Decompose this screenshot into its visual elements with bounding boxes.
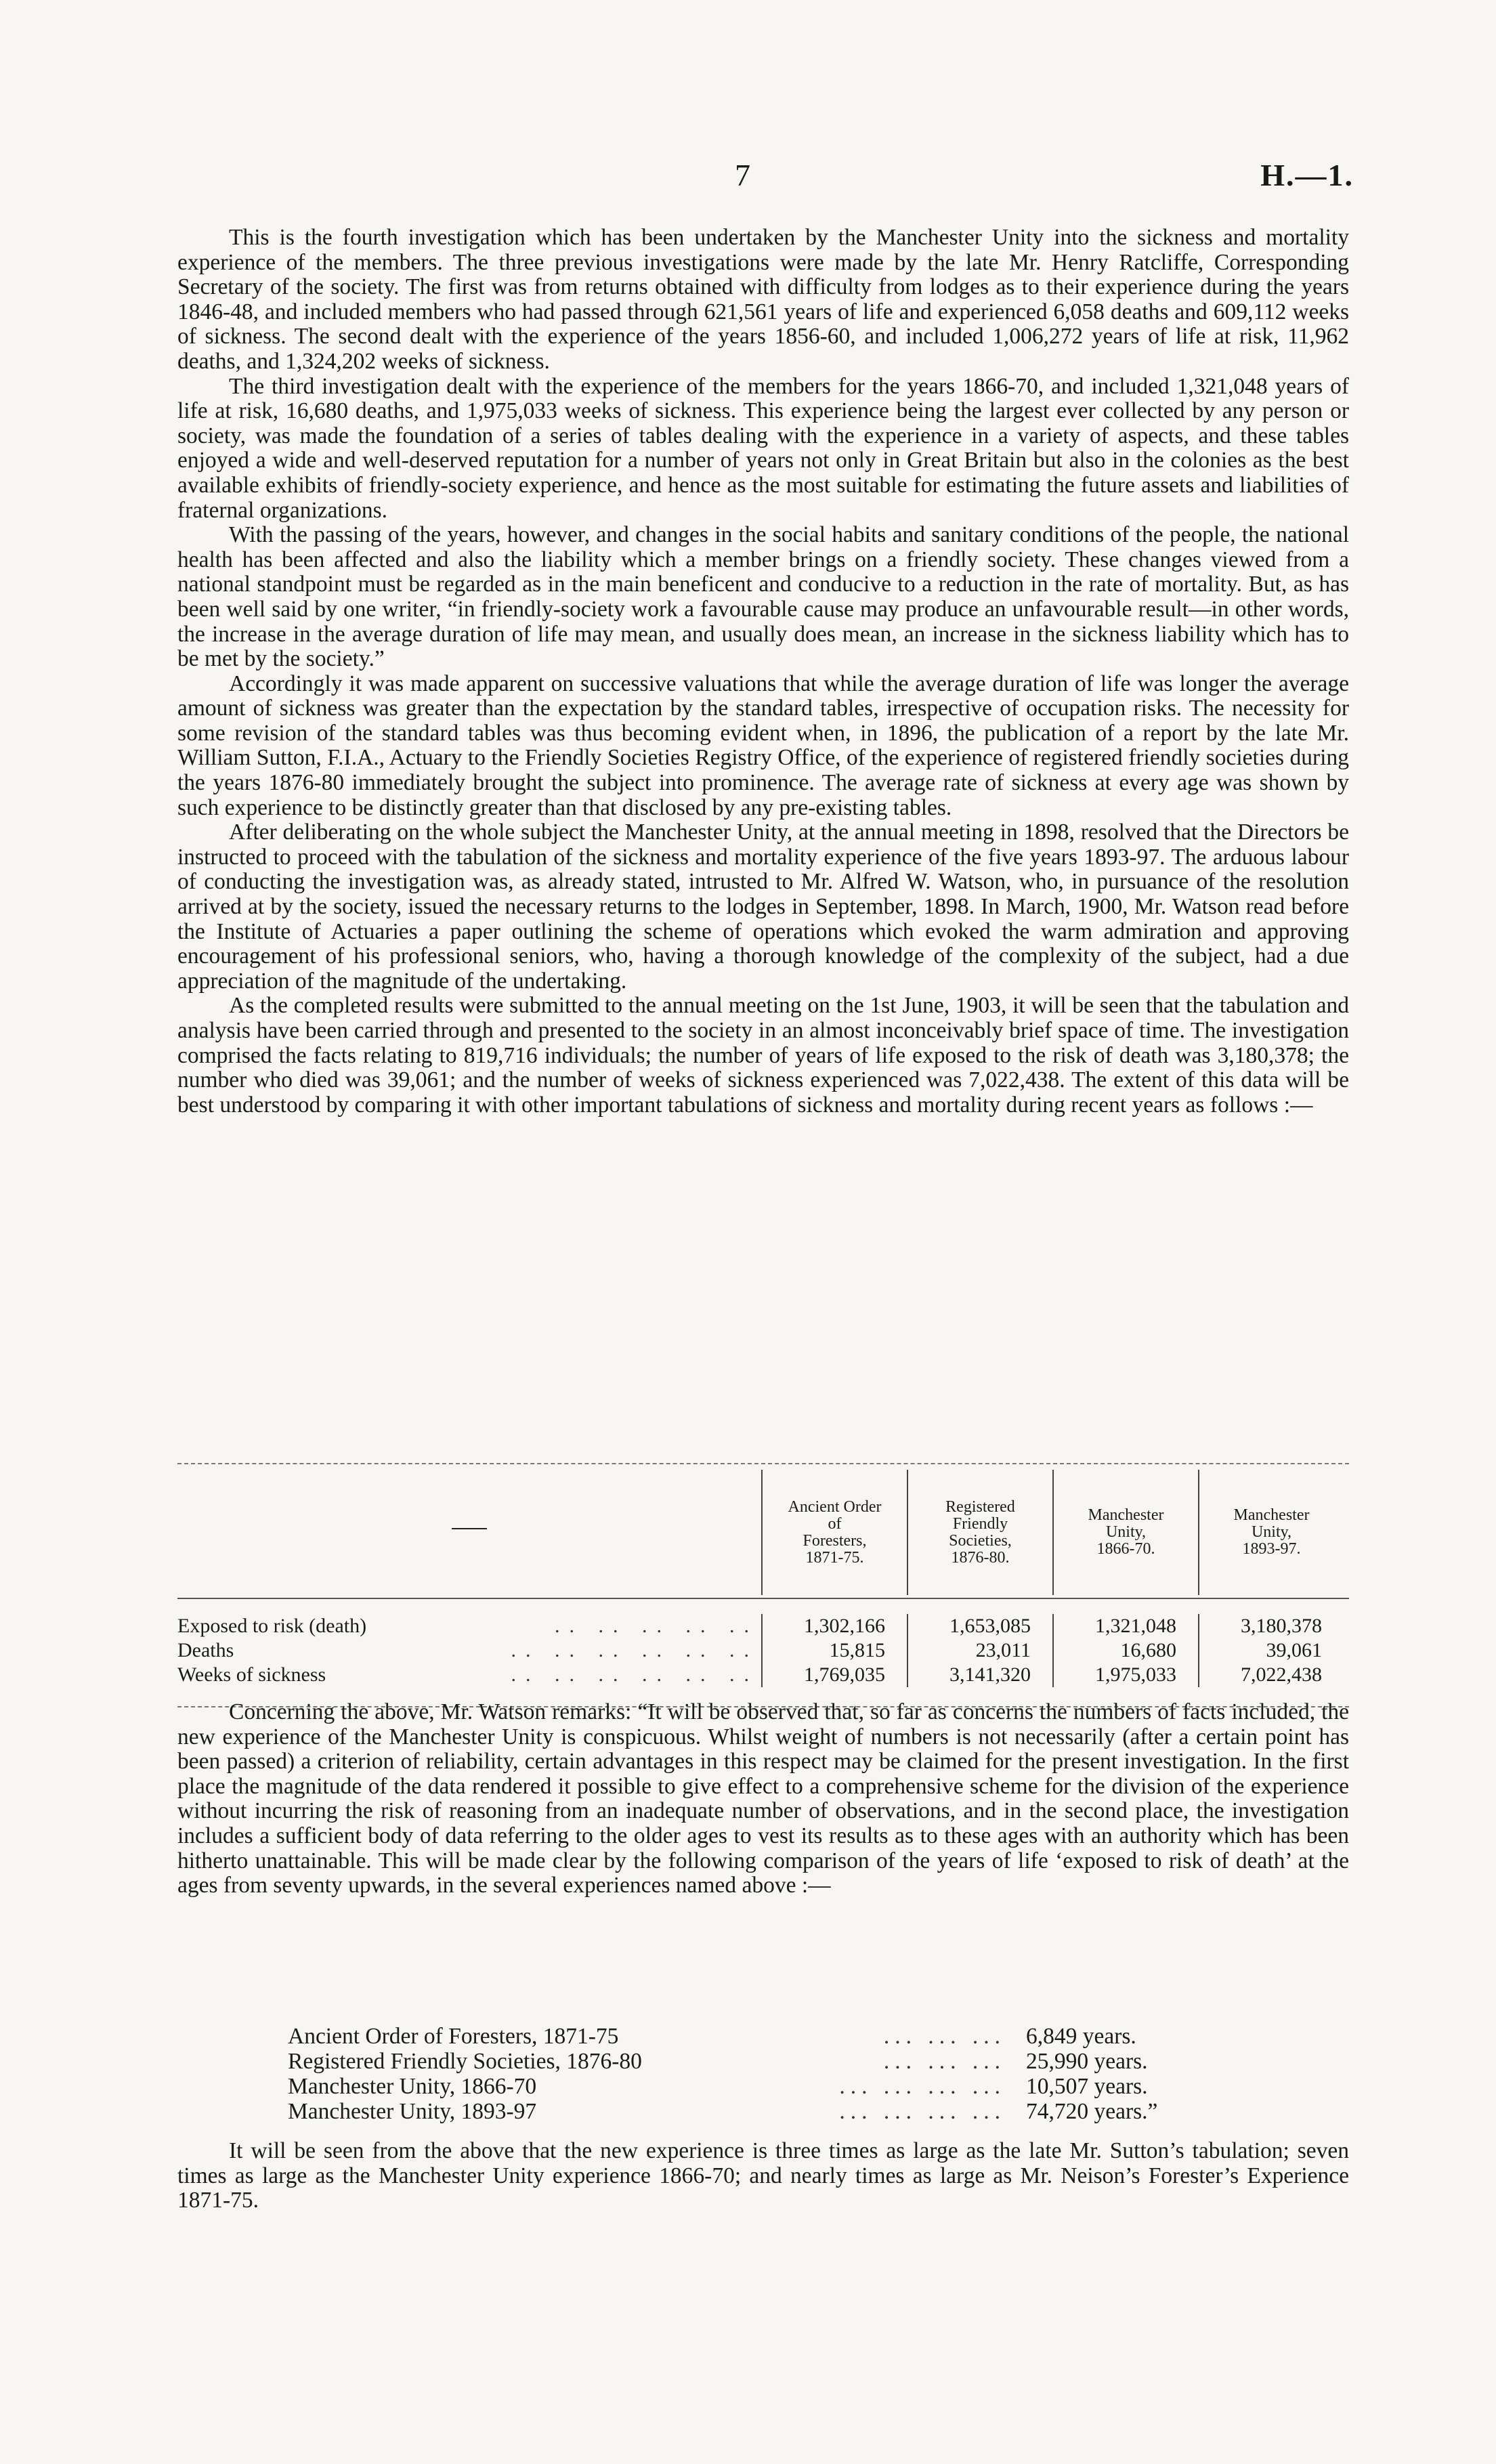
column-header (761, 1470, 907, 1595)
years-value: 25,990 years. (1026, 2049, 1148, 2074)
leader-dots: ... ... ... (883, 2024, 1006, 2049)
column-header-years: 1876-80. (951, 1548, 1010, 1567)
row-label: Exposed to risk (death) (177, 1615, 367, 1637)
concerning-section (177, 1700, 1349, 1898)
table-header-rule (177, 1598, 1349, 1599)
column-header-line: of (828, 1514, 842, 1533)
table-cell: 39,061 (1198, 1638, 1344, 1663)
column-header-line: Unity, (1251, 1523, 1292, 1541)
document-reference: H.—1. (1260, 158, 1354, 192)
header-dash (452, 1528, 487, 1529)
page-number: 7 (735, 158, 750, 192)
years-value: 74,720 years.” (1026, 2099, 1158, 2124)
table-header-row (177, 1470, 1349, 1595)
table-cell: 16,680 (1052, 1638, 1198, 1663)
table-cell: 7,022,438 (1198, 1663, 1344, 1687)
page-header (0, 157, 1496, 205)
table-cell: 1,653,085 (907, 1614, 1052, 1638)
comparison-table (177, 1463, 1349, 1707)
table-cell: 1,769,035 (761, 1663, 907, 1687)
column-header (1052, 1470, 1198, 1595)
paragraph: With the passing of the years, however, and changes in the social habits and sanitary conditions of the people, the national health has been affected and also the liability which a member brings on a friendly society. These changes viewed from a national standpoint must be regarded as in the main beneficent and conducive to a reduction in the rate of mortality. But, as has been well said by one writer, “in friendly-society work a favourable cause may produce an unfavourable result—in other words, the increase in the average duration of life may mean, and usually does mean, an increase in the sickness liability which has to be met by the society.” (177, 522, 1349, 672)
list-item (288, 2049, 1304, 2074)
table-cell: 1,302,166 (761, 1614, 907, 1638)
paragraph: As the completed results were submitted to the annual meeting on the 1st June, 1903, it will be seen that the tabulation and analysis have been carried through and presented to the society in an almost inconceivably brief space of time. The investigation comprised the facts relating to 819,716 individuals; the number of years of life exposed to the risk of death was 3,180,378; the number who died was 39,061; and the number of weeks of sickness experienced was 7,022,438. The extent of this data will be best understood by comparing it with other important tabulations of sickness and mortality during recent years as follows :— (177, 993, 1349, 1118)
table-cell: 23,011 (907, 1638, 1052, 1663)
table-row (177, 1614, 1349, 1638)
column-header-line: Manchester (1088, 1506, 1164, 1524)
years-value: 6,849 years. (1026, 2024, 1136, 2049)
row-label: Weeks of sickness (177, 1663, 326, 1686)
paragraph: Accordingly it was made apparent on successive valuations that while the average duration of life was longer the average amount of sickness was greater than the expectation by the standard tables, irrespective of occupation risks. The necessity for some revision of the standard tables was thus becoming evident when, in 1896, the publication of a report by the late Mr. William Sutton, F.I.A., Actuary to the Friendly Societies Registry Office, of the experience of registered friendly societies during the years 1876-80 immediately brought the subject into prominence. The average rate of sickness at every age was shown by such experience to be distinctly greater than that disclosed by any pre-existing tables. (177, 671, 1349, 820)
leader-dots: .. .. .. .. .. .. (511, 1663, 758, 1686)
closing-section (177, 2139, 1349, 2213)
table-cell: 3,141,320 (907, 1663, 1052, 1687)
table-top-rule (177, 1463, 1349, 1464)
list-item (288, 2074, 1304, 2099)
paragraph: Concerning the above, Mr. Watson remarks: “It will be observed that, so far as concerns the numbers of facts included, the new experience of the Manchester Unity is conspicuous. Whilst weight of numbers is not necessarily (after a certain point has been passed) a criterion of reliability, certain advantages in this respect may be claimed for the present investigation. In the first place the magnitude of the data rendered it possible to give effect to a comprehensive scheme for the division of the experience without incurring the risk of reasoning from an inadequate number of observations, and in the second place, the investigation includes a sufficient body of data referring to the older ages to vest its results as to these ages with an authority which has been hitherto unattainable. This will be made clear by the following comparison of the years of life ‘exposed to risk of death’ at the ages from seventy upwards, in the several experiences named above :— (177, 1699, 1349, 1898)
paragraph: After deliberating on the whole subject the Manchester Unity, at the annual meeting in 1898, resolved that the Directors be instructed to proceed with the tabulation of the sickness and mortality experience of the five years 1893-97. The arduous labour of conducting the investigation was, as already stated, intrusted to Mr. Alfred W. Watson, who, in pursuance of the resolution arrived at by the society, issued the necessary returns to the lodges in September, 1898. In March, 1900, Mr. Watson read before the Institute of Actuaries a paper outlining the scheme of operations which evoked the warm admiration and approving encouragement of his professional seniors, who, having a thorough knowledge of the complexity of the subject, had a due appreciation of the magnitude of the undertaking. (177, 820, 1349, 994)
experience-name: Manchester Unity, 1866-70 (288, 2074, 537, 2099)
table-row (177, 1663, 1349, 1687)
leader-dots: ... ... ... (883, 2049, 1006, 2074)
table-cell: 1,321,048 (1052, 1614, 1198, 1638)
table-header-lead (177, 1470, 761, 1595)
column-header-line: Societies, (949, 1531, 1012, 1550)
column-header (1198, 1470, 1344, 1595)
experience-name: Ancient Order of Foresters, 1871-75 (288, 2024, 619, 2049)
leader-dots: ... ... ... ... (839, 2074, 1006, 2099)
years-value: 10,507 years. (1026, 2074, 1148, 2099)
table-body (177, 1614, 1349, 1687)
paragraph: It will be seen from the above that the new experience is three times as large as the late Mr. Sutton’s tabulation; seven times as large as the Manchester Unity experience 1866-70; and nearly times as large as Mr. Neison’s Forester’s Experience 1871-75. (177, 2138, 1349, 2213)
experience-name: Registered Friendly Societies, 1876-80 (288, 2049, 642, 2074)
paragraph: This is the fourth investigation which has been undertaken by the Manchester Unity into the sickness and mortality experience of the members. The three previous investigations were made by the late Mr. Henry Ratcliffe, Corresponding Secretary of the society. The first was from returns obtained with difficulty from lodges as to their experience during the years 1846-48, and included members who had passed through 621,561 years of life and experienced 6,058 deaths and 609,112 weeks of sickness. The second dealt with the experience of the years 1856-60, and included 1,006,272 years of life at risk, 11,962 deaths, and 1,324,202 weeks of sickness. (177, 225, 1349, 374)
leader-dots: .. .. .. .. .. .. (511, 1639, 758, 1661)
leader-dots: ... ... ... ... (839, 2099, 1006, 2124)
experience-name: Manchester Unity, 1893-97 (288, 2099, 537, 2124)
column-header-line: Registered (945, 1497, 1015, 1516)
list-item (288, 2024, 1304, 2049)
table-cell: 15,815 (761, 1638, 907, 1663)
column-header-years: 1871-75. (805, 1548, 864, 1567)
paragraph: The third investigation dealt with the experience of the members for the years 1866-70, and included 1,321,048 years of life at risk, 16,680 deaths, and 1,975,033 weeks of sickness. This experience being the largest ever collected by any person or society, was made the foundation of a series of tables dealing with the experience in a variety of aspects, and these tables enjoyed a wide and well-deserved reputation for a number of years not only in Great Britain but also in the colonies as the best available exhibits of friendly-society experience, and hence as the most suitable for estimating the future assets and liabilities of fraternal organizations. (177, 373, 1349, 523)
column-header-line: Foresters, (803, 1531, 867, 1550)
list-item (288, 2099, 1304, 2124)
column-header-years: 1866-70. (1096, 1540, 1155, 1558)
column-header-line: Manchester (1233, 1506, 1310, 1524)
leader-dots: .. .. .. .. .. (555, 1615, 758, 1637)
intro-section (177, 226, 1349, 1118)
column-header (907, 1470, 1052, 1595)
table-row (177, 1638, 1349, 1663)
column-header-years: 1893-97. (1242, 1540, 1301, 1558)
column-header-line: Unity, (1105, 1523, 1147, 1541)
table-cell: 3,180,378 (1198, 1614, 1344, 1638)
years-list (288, 2024, 1304, 2124)
row-label: Deaths (177, 1639, 234, 1661)
column-header-line: Ancient Order (788, 1497, 882, 1516)
column-header-line: Friendly (952, 1514, 1008, 1533)
table-cell: 1,975,033 (1052, 1663, 1198, 1687)
